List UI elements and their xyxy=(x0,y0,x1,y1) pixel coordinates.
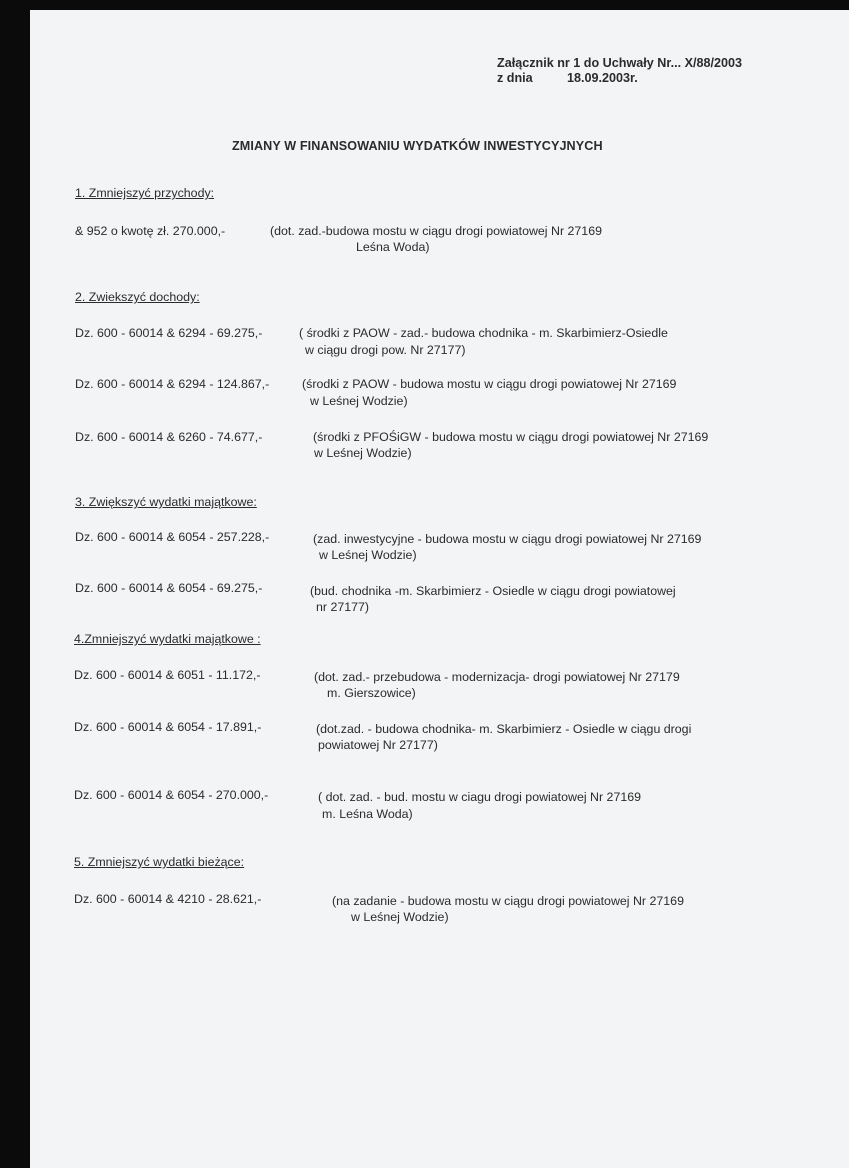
item-description: (zad. inwestycyjne - budowa mostu w ciągu drogi powiatowej Nr 27169 xyxy=(313,532,702,546)
item-description-cont: m. Gierszowice) xyxy=(327,686,416,700)
item-description: (dot. zad.-budowa mostu w ciągu drogi powiatowej Nr 27169 xyxy=(270,224,602,238)
item-code: Dz. 600 - 60014 & 6294 - 69.275,- xyxy=(75,326,263,340)
section-heading: 3. Zwiększyć wydatki majątkowe: xyxy=(75,495,257,509)
item-code: Dz. 600 - 60014 & 6054 - 257.228,- xyxy=(75,530,270,544)
item-description: (środki z PAOW - budowa mostu w ciągu drogi powiatowej Nr 27169 xyxy=(302,377,677,391)
item-description: (dot.zad. - budowa chodnika- m. Skarbimierz - Osiedle w ciągu drogi xyxy=(316,722,692,736)
item-code: Dz. 600 - 60014 & 6054 - 69.275,- xyxy=(75,581,263,595)
section-heading: 2. Zwiekszyć dochody: xyxy=(75,290,200,304)
item-description: (bud. chodnika -m. Skarbimierz - Osiedle w ciągu drogi powiatowej xyxy=(310,584,676,598)
document-title: ZMIANY W FINANSOWANIU WYDATKÓW INWESTYCYJNYCH xyxy=(232,139,603,153)
item-description-cont: w Leśnej Wodzie) xyxy=(314,446,412,460)
item-code: Dz. 600 - 60014 & 6260 - 74.677,- xyxy=(75,430,263,444)
attachment-reference: Załącznik nr 1 do Uchwały Nr... X/88/2003 xyxy=(497,56,742,70)
item-code: Dz. 600 - 60014 & 6294 - 124.867,- xyxy=(75,377,270,391)
item-description-cont: w Leśnej Wodzie) xyxy=(319,548,417,562)
item-code: Dz. 600 - 60014 & 6051 - 11.172,- xyxy=(74,668,261,682)
section-heading: 1. Zmniejszyć przychody: xyxy=(75,186,215,200)
item-description-cont: nr 27177) xyxy=(316,600,370,614)
section-heading: 5. Zmniejszyć wydatki bieżące: xyxy=(74,855,245,869)
item-description-cont: w Leśnej Wodzie) xyxy=(310,394,408,408)
item-description-cont: w Leśnej Wodzie) xyxy=(351,910,449,924)
item-description: (środki z PFOŚiGW - budowa mostu w ciągu drogi powiatowej Nr 27169 xyxy=(313,430,709,444)
item-code: Dz. 600 - 60014 & 4210 - 28.621,- xyxy=(74,892,262,906)
date-value: 18.09.2003r. xyxy=(567,71,638,85)
item-description: (dot. zad.- przebudowa - modernizacja- drogi powiatowej Nr 27179 xyxy=(314,670,680,684)
item-code: Dz. 600 - 60014 & 6054 - 270.000,- xyxy=(74,788,269,802)
item-description: (na zadanie - budowa mostu w ciągu drogi powiatowej Nr 27169 xyxy=(332,894,684,908)
section-heading: 4.Zmniejszyć wydatki majątkowe : xyxy=(74,632,261,646)
item-code: & 952 o kwotę zł. 270.000,- xyxy=(75,224,226,238)
item-description-cont: w ciągu drogi pow. Nr 27177) xyxy=(305,343,466,357)
item-description: ( dot. zad. - bud. mostu w ciagu drogi powiatowej Nr 27169 xyxy=(318,790,642,804)
date-label: z dnia xyxy=(497,71,533,85)
item-code: Dz. 600 - 60014 & 6054 - 17.891,- xyxy=(74,720,262,734)
item-description-cont: m. Leśna Woda) xyxy=(322,807,413,821)
item-description-cont: Leśna Woda) xyxy=(356,240,430,254)
item-description-cont: powiatowej Nr 27177) xyxy=(318,738,438,752)
item-description: ( środki z PAOW - zad.- budowa chodnika - m. Skarbimierz-Osiedle xyxy=(299,326,668,340)
